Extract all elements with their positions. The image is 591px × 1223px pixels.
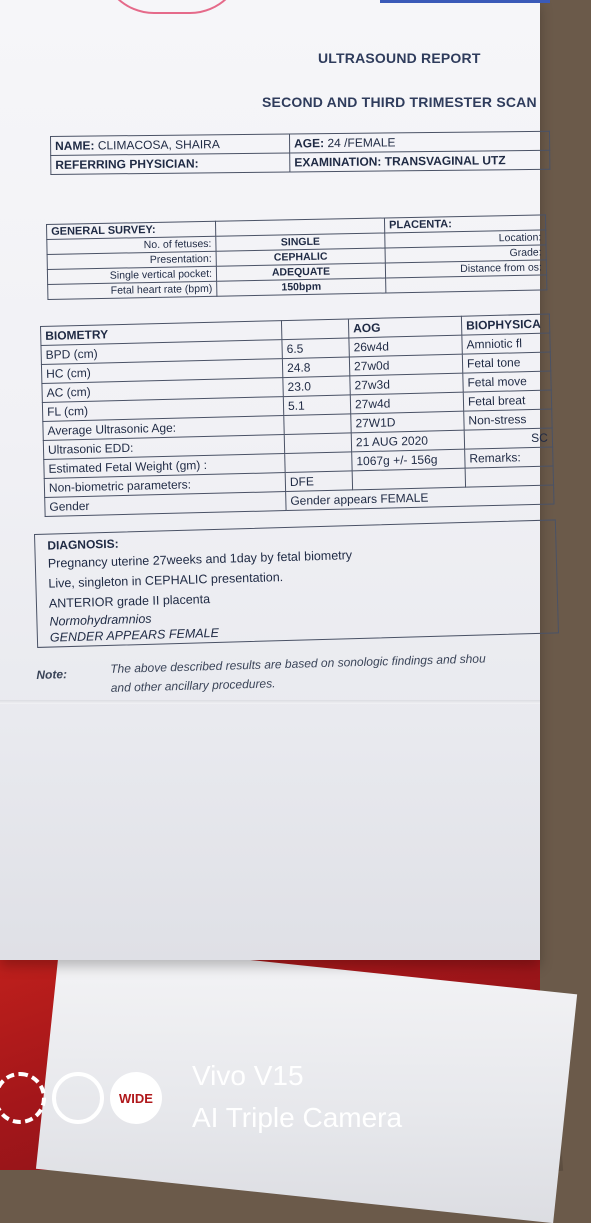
diagnosis-header: DIAGNOSIS: (47, 536, 119, 553)
biometry-aog: 27w0d (349, 354, 462, 376)
biometry-aog: 21 AUG 2020 (351, 430, 464, 452)
physician-label: REFERRING PHYSICIAN: (55, 156, 199, 172)
header-link-line (380, 0, 550, 3)
biometry-label: Average Ultrasonic Age: (43, 416, 284, 441)
camera-watermark-icons (0, 1072, 190, 1126)
report-title: ULTRASOUND REPORT (318, 50, 481, 66)
biometry-aog: 27W1D (351, 411, 464, 433)
biometry-aog: 27w3d (350, 373, 463, 395)
biometry-label: Estimated Fetal Weight (gm) : (44, 454, 285, 479)
age-label: AGE: (294, 136, 325, 151)
gender-value: Gender appears FEMALE (286, 485, 554, 511)
biometry-label: FL (cm) (42, 397, 283, 422)
general-survey-table (46, 214, 547, 300)
biometry-label: HC (cm) (41, 359, 282, 384)
note-label: Note: (36, 667, 68, 682)
camera-feature-text: AI Triple Camera (192, 1102, 403, 1133)
lens-circle-icon (52, 1072, 104, 1124)
biometry-header: BIOMETRY (41, 321, 282, 346)
biometry-aog: 1067g +/- 156g (352, 449, 465, 471)
diagnosis-box (34, 519, 559, 648)
survey-label: Single vertical pocket: (47, 266, 216, 284)
patient-info-table (50, 131, 550, 175)
biometry-value (284, 414, 351, 435)
survey-value: SINGLE (216, 233, 385, 251)
survey-label: No. of fetuses: (47, 236, 216, 254)
name-label: NAME: (55, 138, 95, 153)
patient-age: 24 /FEMALE (327, 135, 396, 151)
biophysical-label: Amniotic fl (462, 333, 550, 354)
report-subtitle: SECOND AND THIRD TRIMESTER SCAN (262, 94, 537, 110)
biometry-value (285, 452, 352, 473)
survey-value: 150bpm (217, 278, 386, 296)
diagnosis-line: Live, singleton in CEPHALIC presentation. (48, 570, 284, 591)
biometry-table (40, 314, 555, 517)
non-biometric-value: DFE (285, 471, 352, 492)
clinic-logo (100, 0, 244, 14)
note-text: The above described results are based on sonologic findings and shou (110, 651, 486, 676)
aog-header: AOG (348, 316, 461, 338)
patient-name: CLIMACOSA, SHAIRA (97, 137, 220, 153)
biometry-value: 6.5 (282, 338, 349, 359)
lens-ring-icon (0, 1072, 46, 1124)
diagnosis-line: Normohydramnios (49, 611, 152, 629)
placenta-label: Location: (385, 230, 546, 248)
biometry-aog: 27w4d (350, 392, 463, 414)
exam-value: TRANSVAGINAL UTZ (384, 153, 506, 169)
placenta-label: Grade: (385, 245, 546, 263)
exam-label: EXAMINATION: (294, 154, 382, 170)
biophysical-label: Fetal tone (462, 352, 550, 373)
diagnosis-line: Pregnancy uterine 27weeks and 1day by fetal biometry (47, 548, 353, 571)
note-text-continued: and other ancillary procedures. (110, 676, 276, 695)
survey-value: ADEQUATE (216, 263, 385, 281)
survey-label: Fetal heart rate (bpm) (48, 281, 217, 299)
biophysical-label: Fetal breat (463, 390, 551, 411)
general-survey-header: GENERAL SURVEY: (47, 221, 216, 239)
diagnosis-line: ANTERIOR grade II placenta (48, 592, 211, 611)
placenta-header: PLACENTA: (384, 215, 545, 233)
wide-lens-badge: WIDE (110, 1072, 162, 1124)
biometry-label: AC (cm) (42, 378, 283, 403)
biometry-value: 23.0 (283, 376, 350, 397)
biometry-label: BPD (cm) (41, 340, 282, 365)
biophysical-header: BIOPHYSICA (461, 314, 549, 335)
biometry-value: 5.1 (283, 395, 350, 416)
biophysical-label: Remarks: (465, 447, 553, 468)
survey-label: Presentation: (47, 251, 216, 269)
paper-fold (0, 700, 540, 704)
biometry-label: Ultrasonic EDD: (43, 435, 284, 460)
biometry-value: 24.8 (282, 357, 349, 378)
biophysical-label: Fetal move (463, 371, 551, 392)
placenta-label: Distance from os: (385, 260, 546, 278)
camera-model-text: Vivo V15 (192, 1060, 304, 1091)
biophysical-label: SC (464, 428, 552, 449)
biometry-aog: 26w4d (349, 335, 462, 357)
gender-label: Gender (45, 492, 286, 517)
biometry-value (284, 433, 351, 454)
diagnosis-line: GENDER APPEARS FEMALE (49, 625, 220, 645)
non-biometric-label: Non-biometric parameters: (44, 473, 285, 498)
survey-value: CEPHALIC (216, 248, 385, 266)
biophysical-label: Non-stress (464, 409, 552, 430)
